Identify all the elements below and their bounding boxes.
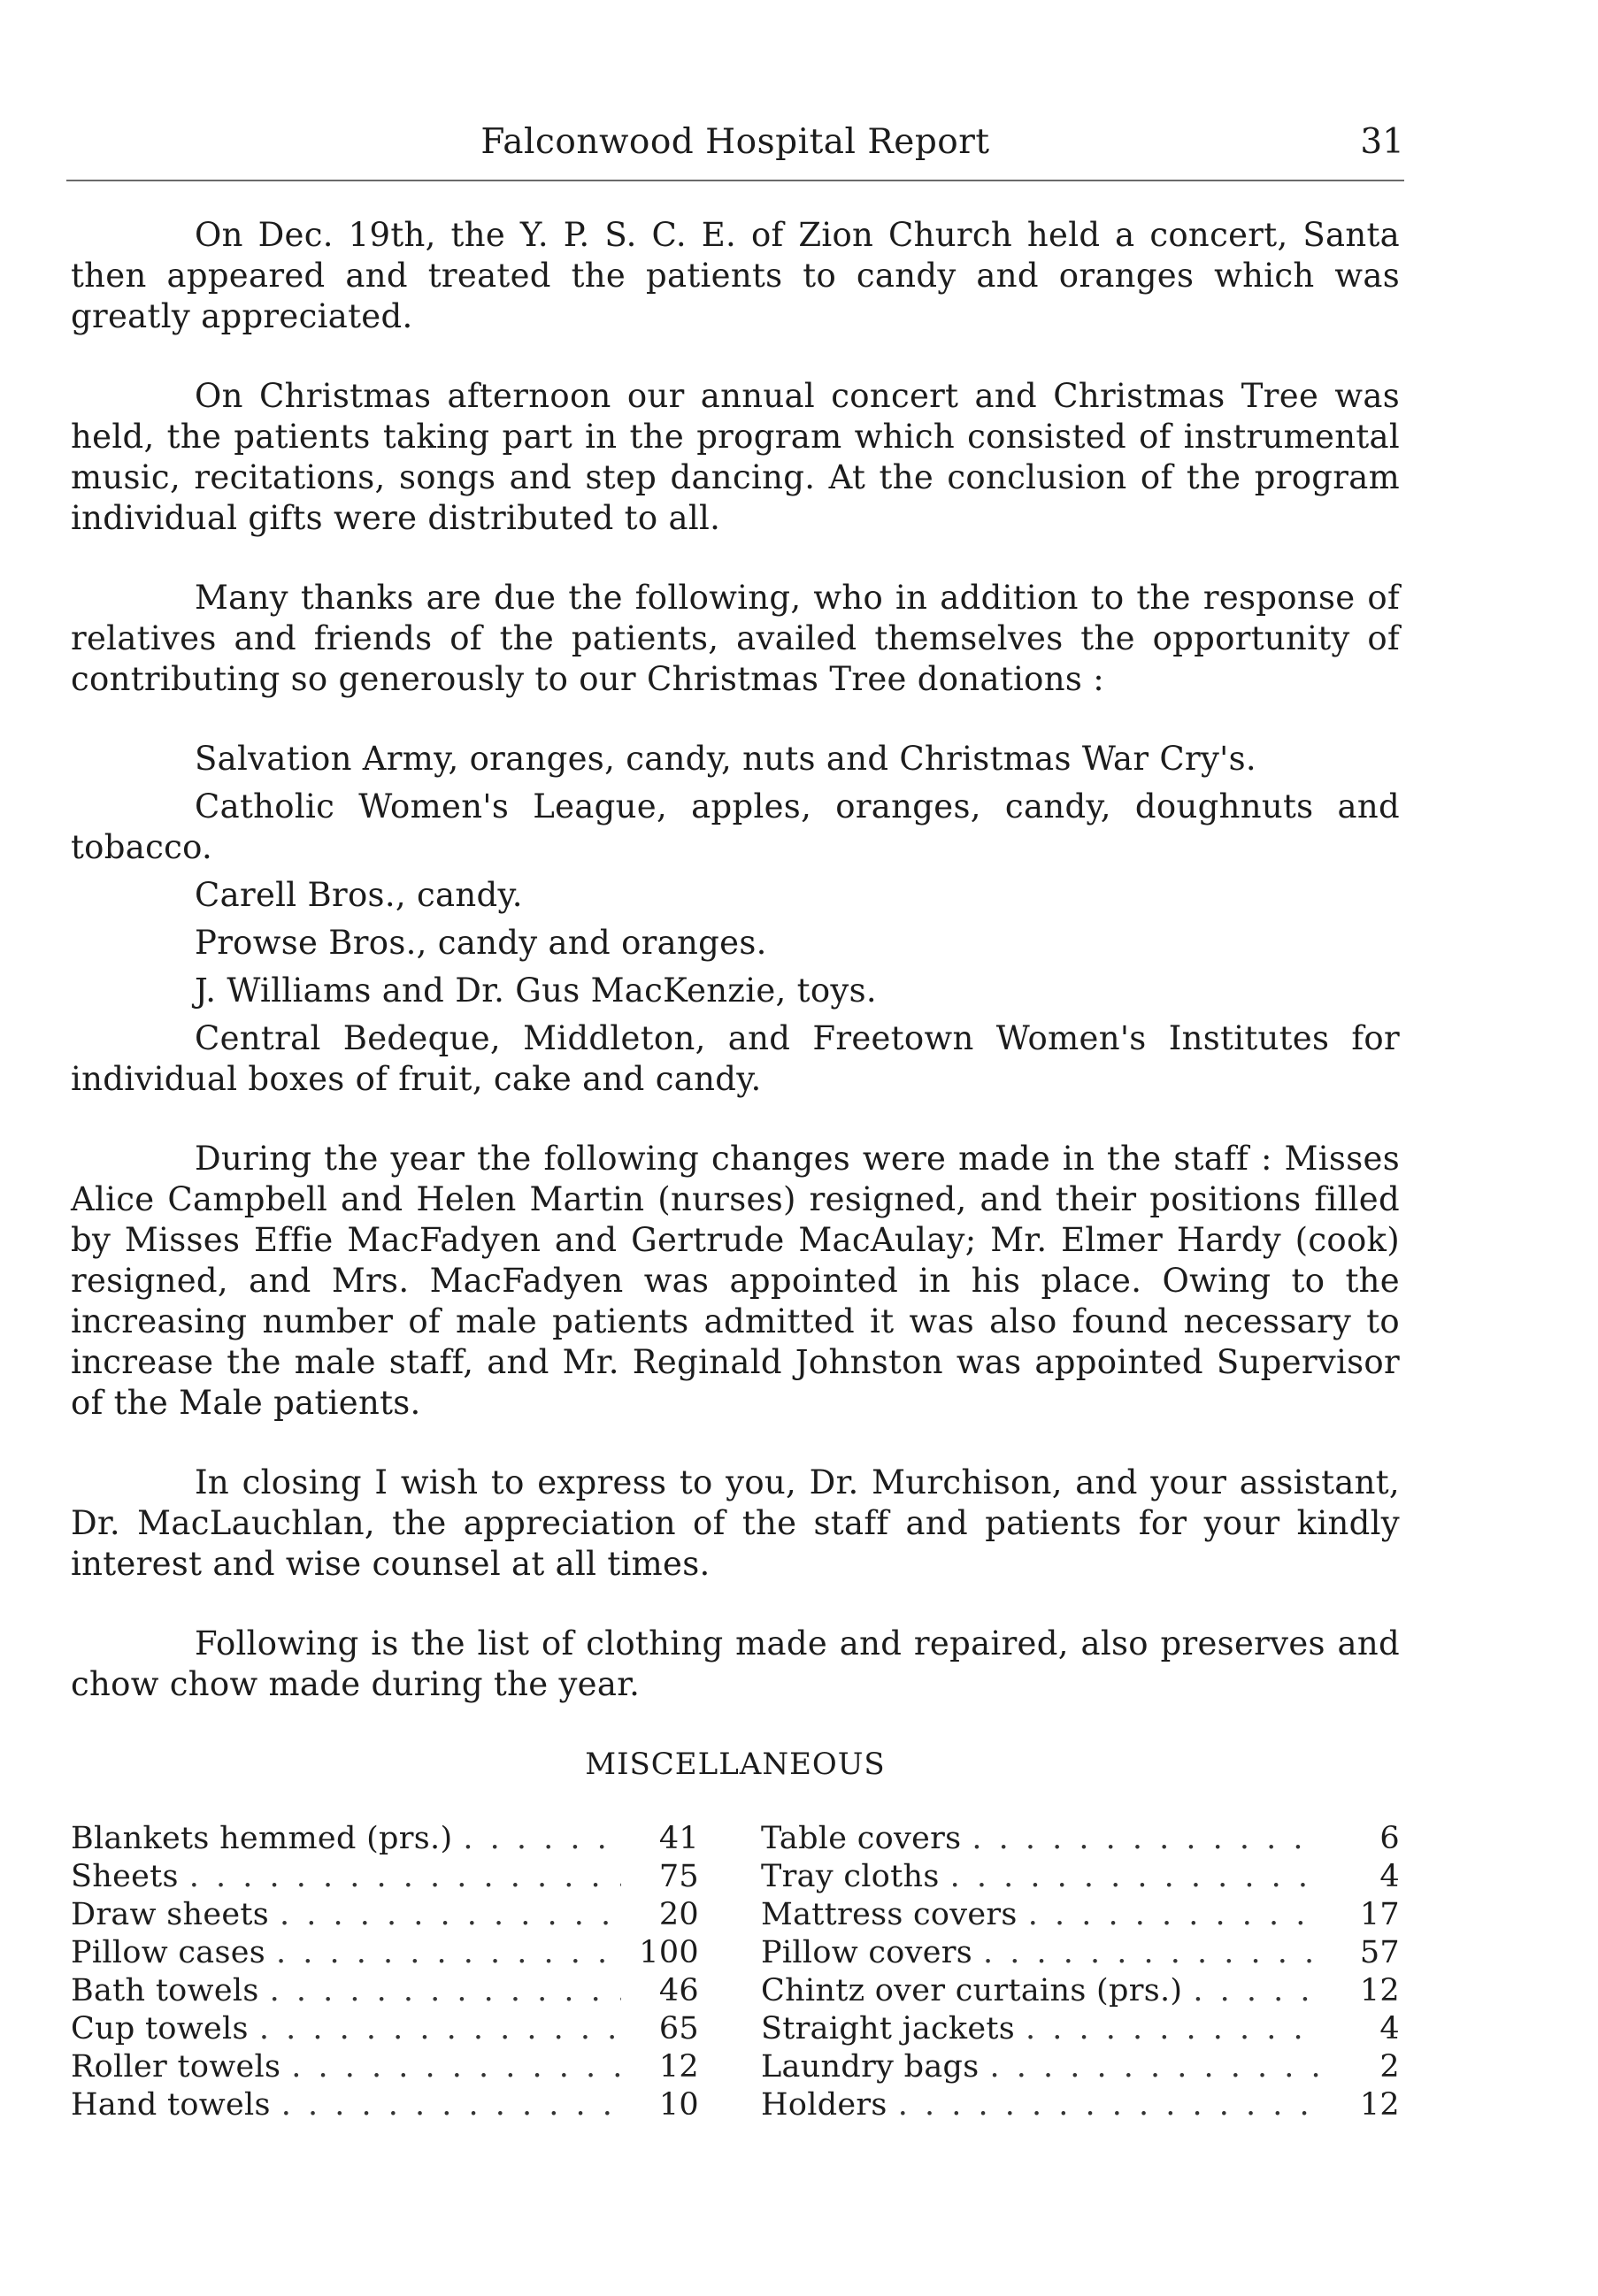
leader-dots bbox=[983, 1934, 1322, 1972]
item-name: Table covers bbox=[761, 1821, 962, 1856]
item-quantity: 75 bbox=[658, 1859, 699, 1894]
item-name: Blankets hemmed (prs.) bbox=[71, 1821, 453, 1856]
list-item bbox=[761, 2048, 1400, 2086]
list-item bbox=[761, 1896, 1400, 1934]
donation-item: Salvation Army, oranges, candy, nuts and Christmas War Cry's. bbox=[195, 740, 1256, 778]
item-quantity: 20 bbox=[658, 1897, 699, 1932]
list-item bbox=[71, 1972, 699, 2010]
leader-dots bbox=[1028, 1896, 1322, 1934]
item-quantity: 12 bbox=[1359, 1973, 1400, 2008]
item-name: Sheets bbox=[71, 1859, 179, 1894]
list-item bbox=[71, 1820, 699, 1858]
donation-item: J. Williams and Dr. Gus MacKenzie, toys. bbox=[195, 971, 877, 1010]
item-name: Mattress covers bbox=[761, 1897, 1018, 1932]
item-name: Straight jackets bbox=[761, 2011, 1016, 2046]
list-item bbox=[71, 2086, 699, 2124]
leader-dots bbox=[972, 1820, 1322, 1858]
item-name: Laundry bags bbox=[761, 2049, 980, 2085]
item-name: Holders bbox=[761, 2087, 887, 2123]
item-name: Pillow cases bbox=[71, 1935, 265, 1970]
list-item bbox=[71, 2010, 699, 2048]
leader-dots bbox=[1026, 2010, 1322, 2048]
item-name: Pillow covers bbox=[761, 1935, 973, 1970]
item-name: Draw sheets bbox=[71, 1897, 269, 1932]
list-item bbox=[71, 1934, 699, 1972]
item-name: Cup towels bbox=[71, 2011, 249, 2046]
miscellaneous-left-column bbox=[71, 1820, 699, 2124]
item-quantity: 65 bbox=[658, 2011, 699, 2046]
paragraph-christmas: On Christmas afternoon our annual concert and Christmas Tree was held, the patients taking part in the program which consisted of instrumental music, recitations, songs and step dancing. At the conclusion of the program individual gifts were distributed to all. bbox=[71, 377, 1400, 537]
item-quantity: 12 bbox=[1359, 2087, 1400, 2123]
leader-dots bbox=[270, 1972, 621, 2010]
list-item bbox=[761, 1820, 1400, 1858]
leader-dots bbox=[1193, 1972, 1322, 2010]
leader-dots bbox=[276, 1934, 621, 1972]
paragraph-staff-changes: During the year the following changes were made in the staff : Misses Alice Campbell and Helen Martin (nurses) resigned, and their positions filled by Misses Effie MacFadyen and Gertrude MacAulay; Mr. Elmer Hardy (cook) resigned, and Mrs. MacFadyen was appointed in his place. Owing to the increasing number of male patients admitted it was also found necessary to increase the male staff, and Mr. Reginald Johnston was appointed Supervisor of the Male patients. bbox=[71, 1140, 1400, 1422]
donation-item: Carell Bros., candy. bbox=[195, 876, 523, 914]
item-quantity: 46 bbox=[658, 1973, 699, 2008]
item-name: Tray cloths bbox=[761, 1859, 940, 1894]
item-quantity: 17 bbox=[1359, 1897, 1400, 1932]
item-name: Hand towels bbox=[71, 2087, 271, 2123]
list-item bbox=[71, 2048, 699, 2086]
paragraph-closing: In closing I wish to express to you, Dr. Murchison, and your assistant, Dr. MacLauchlan, the appreciation of the staff and patients for your kindly interest and wise counsel at all times. bbox=[71, 1463, 1400, 1583]
report-body bbox=[71, 215, 1400, 2124]
list-item bbox=[761, 2086, 1400, 2124]
item-quantity: 4 bbox=[1379, 1859, 1400, 1894]
item-quantity: 6 bbox=[1379, 1821, 1400, 1856]
list-item bbox=[71, 1896, 699, 1934]
page-header bbox=[66, 122, 1404, 175]
list-item bbox=[71, 1858, 699, 1896]
item-quantity: 12 bbox=[658, 2049, 699, 2085]
item-quantity: 57 bbox=[1359, 1935, 1400, 1970]
paragraph-list-intro: Following is the list of clothing made and repaired, also preserves and chow chow made during the year. bbox=[71, 1624, 1400, 1703]
leader-dots bbox=[291, 2048, 621, 2086]
miscellaneous-heading: MISCELLANEOUS bbox=[585, 1747, 886, 1782]
header-rule bbox=[66, 180, 1404, 181]
donation-item: Prowse Bros., candy and oranges. bbox=[195, 924, 767, 962]
leader-dots bbox=[463, 1820, 621, 1858]
item-name: Roller towels bbox=[71, 2049, 281, 2085]
list-item bbox=[761, 1934, 1400, 1972]
miscellaneous-table bbox=[71, 1820, 1400, 2124]
leader-dots bbox=[189, 1858, 621, 1896]
item-quantity: 100 bbox=[639, 1935, 699, 1970]
item-quantity: 41 bbox=[658, 1821, 699, 1856]
item-quantity: 2 bbox=[1379, 2049, 1400, 2085]
list-item bbox=[761, 2010, 1400, 2048]
leader-dots bbox=[259, 2010, 621, 2048]
leader-dots bbox=[989, 2048, 1322, 2086]
list-item bbox=[761, 1858, 1400, 1896]
item-quantity: 10 bbox=[658, 2087, 699, 2123]
page-number: 31 bbox=[1360, 122, 1404, 162]
leader-dots bbox=[280, 1896, 621, 1934]
paragraph-thanks: Many thanks are due the following, who in addition to the response of relatives and friends of the patients, availed themselves the opportunity of contributing so generously to our Christmas Tree donations : bbox=[71, 579, 1400, 698]
item-quantity: 4 bbox=[1379, 2011, 1400, 2046]
running-title: Falconwood Hospital Report bbox=[480, 122, 990, 162]
item-name: Bath towels bbox=[71, 1973, 259, 2008]
donations-list bbox=[71, 739, 1400, 1100]
list-item bbox=[761, 1972, 1400, 2010]
paragraph-concert: On Dec. 19th, the Y. P. S. C. E. of Zion Church held a concert, Santa then appeared and treated the patients to candy and oranges which was greatly appreciated. bbox=[71, 216, 1400, 335]
leader-dots bbox=[281, 2086, 621, 2124]
item-name: Chintz over curtains (prs.) bbox=[761, 1973, 1183, 2008]
miscellaneous-right-column bbox=[761, 1820, 1400, 2124]
leader-dots bbox=[950, 1858, 1322, 1896]
donation-item: Central Bedeque, Middleton, and Freetown Women's Institutes for individual boxes of fruit, cake and candy. bbox=[71, 1019, 1400, 1098]
leader-dots bbox=[898, 2086, 1322, 2124]
donation-item: Catholic Women's League, apples, oranges, candy, doughnuts and tobacco. bbox=[71, 787, 1400, 866]
